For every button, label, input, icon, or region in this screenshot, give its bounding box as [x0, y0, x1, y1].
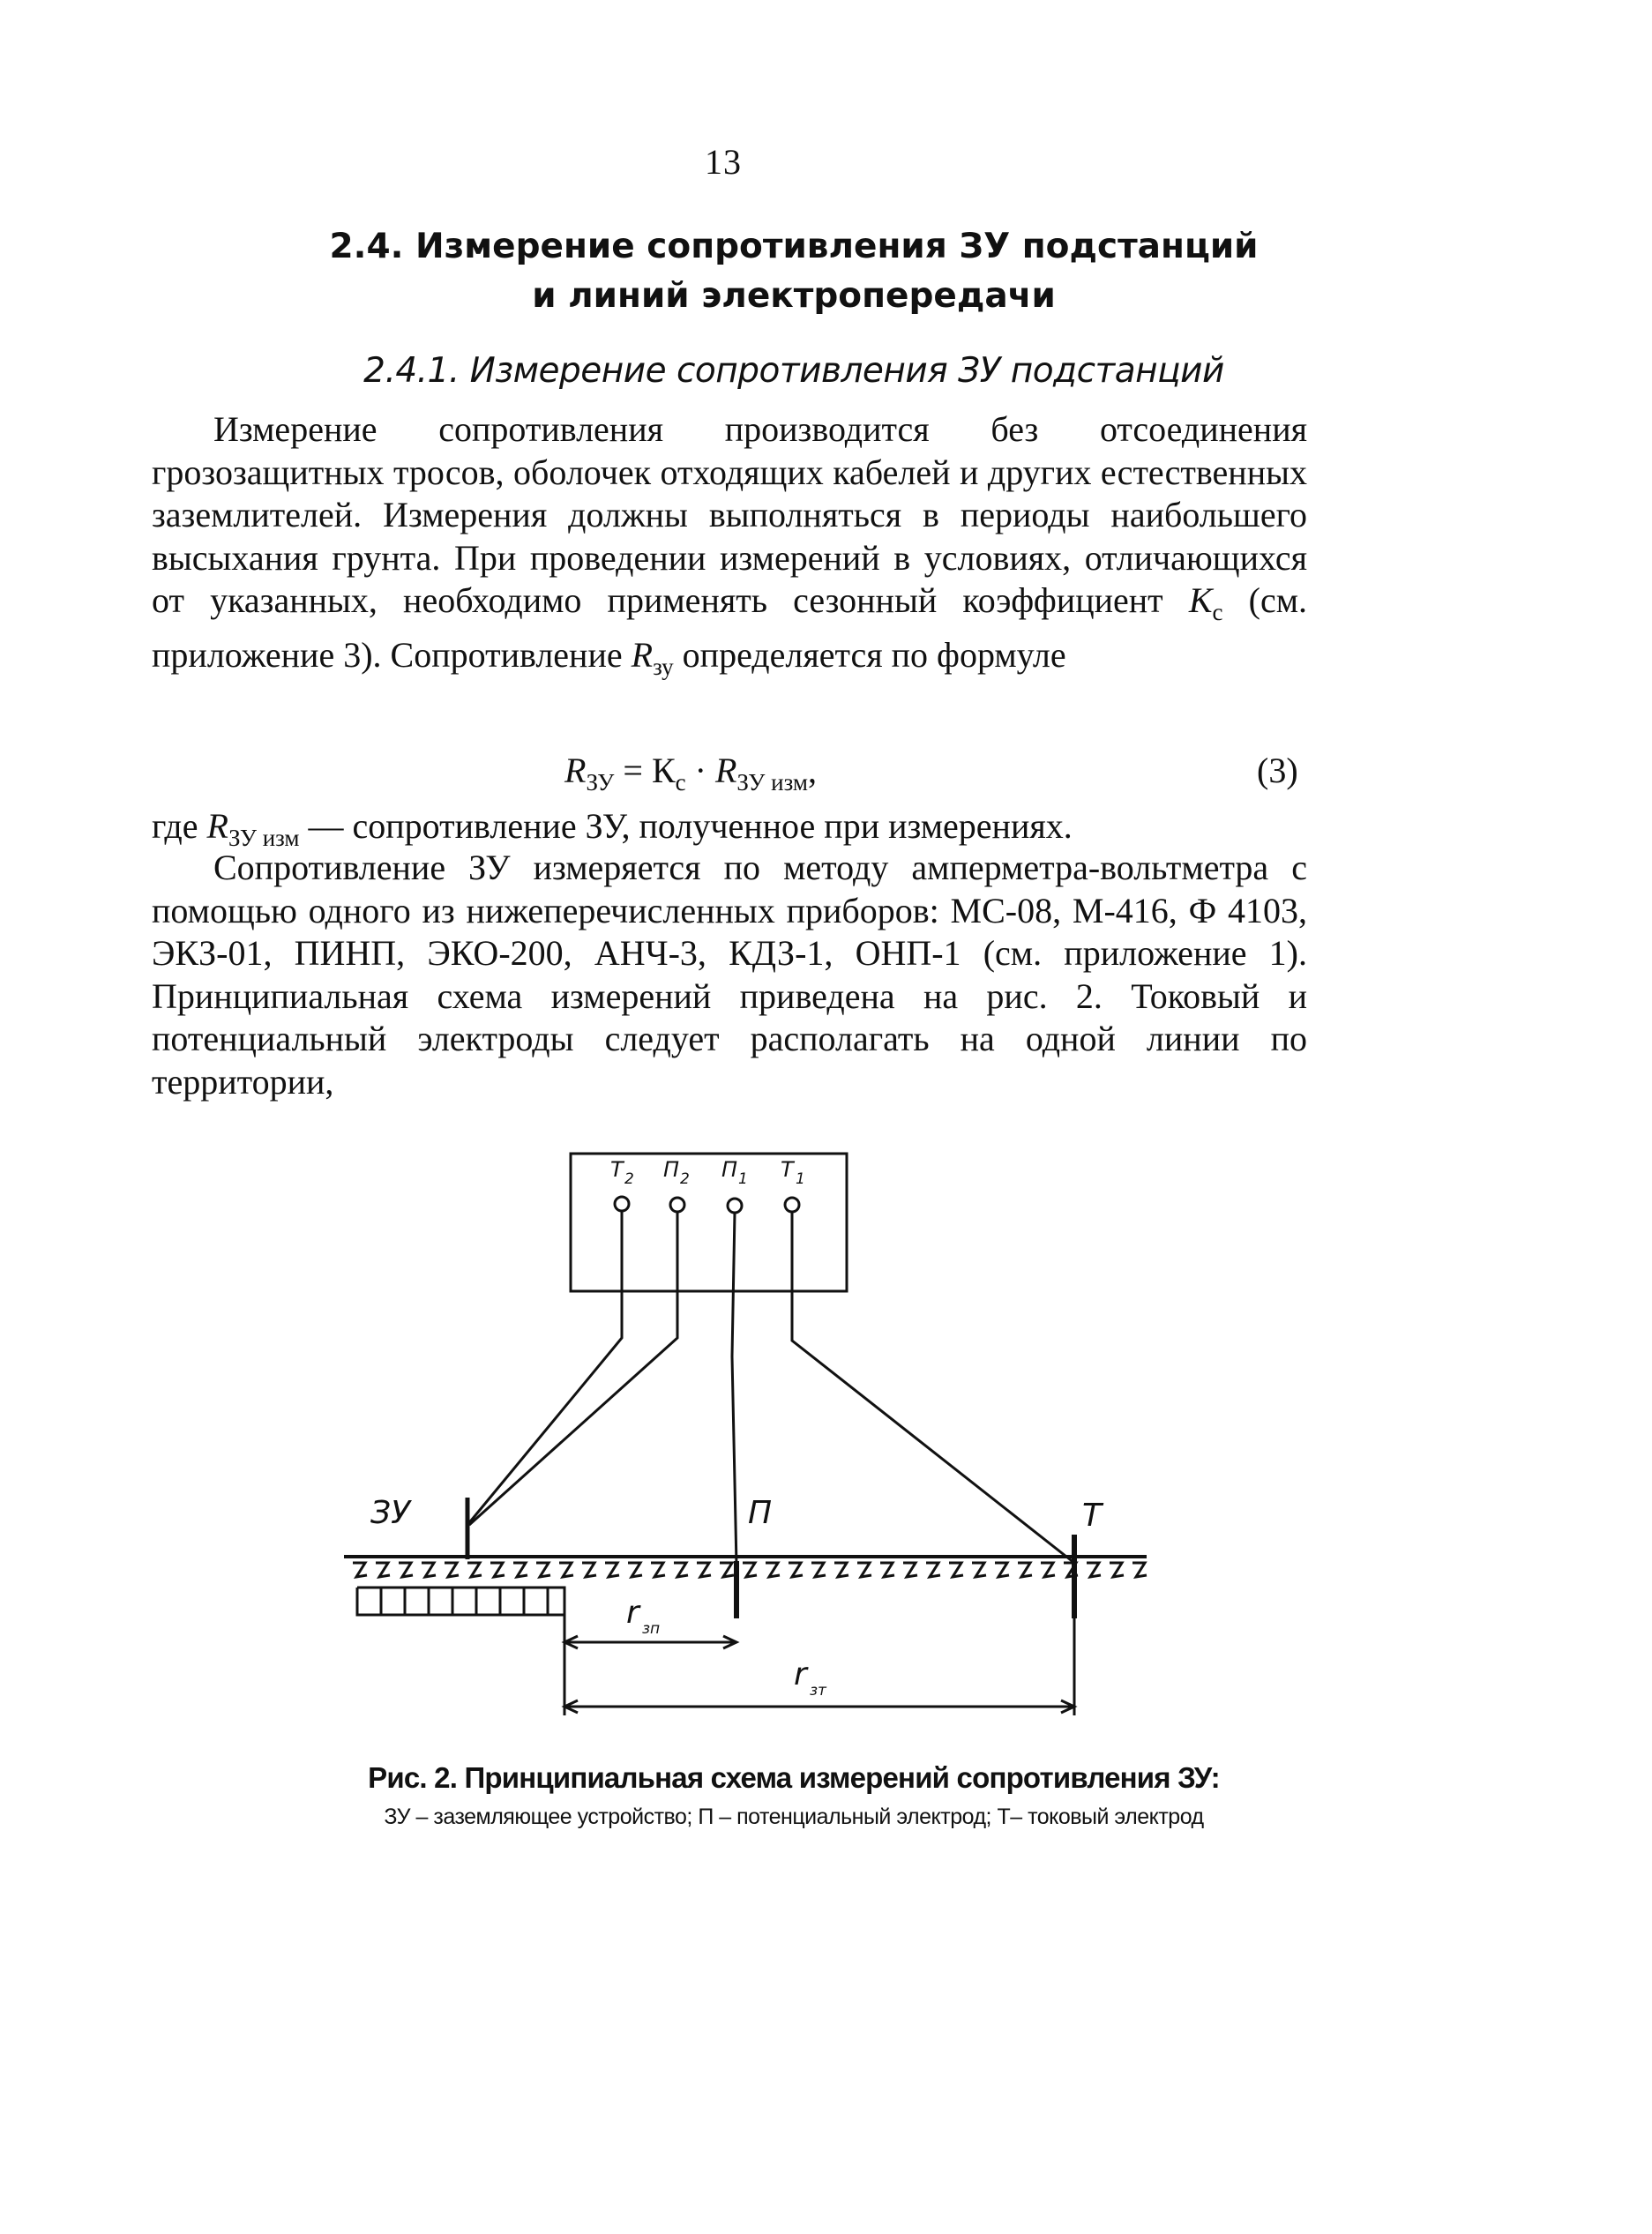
ground-hatch-mark	[995, 1563, 1009, 1577]
ground-hatch-mark	[972, 1563, 986, 1577]
terminal-sub-t2: 2	[624, 1170, 634, 1188]
formula-k: К	[651, 751, 676, 790]
where-lead: где	[152, 806, 207, 846]
formula-eq: =	[614, 751, 652, 790]
wire-t2	[467, 1211, 622, 1525]
ground-hatch-mark	[789, 1563, 803, 1577]
formula-rhs-sub: ЗУ изм	[736, 769, 808, 796]
ground-hatch-mark	[399, 1563, 413, 1577]
formula-trail: ,	[807, 751, 817, 790]
subsection-title: 2.4.1. Измерение сопротивления ЗУ подстанций	[363, 351, 1224, 391]
dimension-lines	[564, 1615, 1074, 1715]
dim-zp-label: r	[626, 1595, 639, 1631]
formula-dot: ·	[685, 751, 715, 790]
ground-hatch-mark	[376, 1563, 390, 1577]
label-t: Т	[1082, 1498, 1102, 1534]
where-r: R	[206, 806, 228, 846]
page-number: 13	[705, 142, 742, 182]
ground-hatch-mark	[1110, 1563, 1124, 1577]
ground-hatch-mark	[513, 1563, 527, 1577]
ground-hatch-mark	[743, 1563, 757, 1577]
measurement-diagram	[326, 1147, 1182, 1746]
formula-k-sub: с	[675, 769, 686, 796]
dim-zt-label: r	[794, 1656, 807, 1692]
wire-p2	[469, 1212, 677, 1525]
ground-hatch-mark	[1041, 1563, 1055, 1577]
ground-hatch-mark	[559, 1563, 573, 1577]
ground-hatch-mark	[949, 1563, 963, 1577]
ground-hatch-mark	[445, 1563, 459, 1577]
terminal-label-t1: Т	[781, 1157, 794, 1182]
ground-hatch-mark	[651, 1563, 665, 1577]
r-subscript: зу	[653, 653, 674, 680]
terminal-label-t2: Т	[610, 1157, 624, 1182]
ground-hatch-mark	[857, 1563, 871, 1577]
paragraph-intro	[152, 408, 1307, 688]
figure-caption: Рис. 2. Принципиальная схема измерений сопротивления ЗУ:	[368, 1761, 1220, 1794]
paragraph-intro-text: Измерение сопротивления производится без отсоединения грозозащитных тросов, оболочек отходящих кабелей и других естественных заземлителей. Измерения должны выполняться в периоды наибольшего высыхания грунта. При проведении измерений в условиях, отличающихся от указанных, необходимо применять сезонный коэффициент	[152, 409, 1307, 620]
figure-legend: ЗУ – заземляющее устройство; П – потенциальный электрод; Т– токовый электрод	[384, 1804, 1204, 1829]
equation-number: (3)	[1257, 751, 1298, 790]
ground-hatch-mark	[811, 1563, 826, 1577]
section-title-line1: 2.4. Измерение сопротивления ЗУ подстанций	[329, 227, 1259, 266]
paragraph-intro-mid: (см. приложение 3). Сопротивление	[152, 580, 1308, 675]
terminal-t1	[785, 1198, 799, 1212]
ground-hatch-mark	[834, 1563, 848, 1577]
ground-hatching	[353, 1563, 1147, 1577]
dim-zt-sub: зт	[810, 1682, 826, 1700]
ground-hatch-mark	[766, 1563, 780, 1577]
wire-t1	[792, 1212, 1074, 1563]
terminal-t2	[615, 1197, 629, 1211]
r-symbol: R	[631, 634, 654, 675]
ground-hatch-mark	[490, 1563, 505, 1577]
ground-hatch-mark	[926, 1563, 940, 1577]
section-title	[150, 222, 1438, 321]
ground-hatch-mark	[467, 1563, 482, 1577]
terminal-p2	[670, 1198, 684, 1212]
paragraph-method	[152, 847, 1307, 1103]
where-text: — сопротивление ЗУ, полученное при измерениях.	[299, 806, 1073, 846]
ground-hatch-mark	[1087, 1563, 1101, 1577]
terminal-sub-p2: 2	[680, 1170, 690, 1188]
formula-rhs: R	[714, 751, 737, 790]
label-p: П	[748, 1495, 773, 1531]
terminal-label-p1: П	[721, 1157, 738, 1182]
terminal-label-p2: П	[663, 1157, 680, 1182]
formula-lhs: R	[564, 751, 587, 790]
ground-hatch-mark	[422, 1563, 436, 1577]
wire-p1	[732, 1213, 736, 1565]
ground-hatch-mark	[1018, 1563, 1032, 1577]
paragraph-intro-end: определяется по формуле	[673, 634, 1066, 675]
label-zu: ЗУ	[370, 1495, 411, 1531]
formula	[564, 750, 817, 796]
ground-hatch-mark	[536, 1563, 550, 1577]
ground-hatch-mark	[353, 1563, 367, 1577]
ground-hatch-mark	[697, 1563, 711, 1577]
ground-hatch-mark	[628, 1563, 642, 1577]
ground-hatch-mark	[1132, 1563, 1147, 1577]
ground-hatch-mark	[582, 1563, 596, 1577]
dim-zp-sub: зп	[642, 1620, 661, 1638]
ground-device-grid	[357, 1588, 564, 1615]
formula-lhs-sub: ЗУ	[586, 769, 615, 796]
coef-subscript: с	[1212, 599, 1223, 625]
terminal-p1	[728, 1199, 742, 1213]
ground-hatch-mark	[605, 1563, 619, 1577]
where-r-sub: ЗУ изм	[228, 825, 300, 851]
ground-hatch-mark	[903, 1563, 917, 1577]
ground-hatch-mark	[720, 1563, 734, 1577]
coef-symbol: K	[1188, 580, 1213, 620]
ground-hatch-mark	[674, 1563, 688, 1577]
ground-hatch-mark	[880, 1563, 894, 1577]
section-title-line2: и линий электропередачи	[532, 276, 1056, 316]
paragraph-method-text: Сопротивление ЗУ измеряется по методу амперметра-вольтметра с помощью одного из нижеперечисленных приборов: МС-08, М-416, Ф 4103, ЭКЗ-01, ПИНП, ЭКО-200, АНЧ-3, КДЗ-1, ОНП-1 (см. приложение 1). Принципиальная схема измерений приведена на рис. 2. Токовый и потенциальный электроды следует располагать на одной линии по территории,	[152, 848, 1307, 1102]
terminal-sub-t1: 1	[796, 1170, 805, 1188]
terminal-sub-p1: 1	[738, 1170, 748, 1188]
